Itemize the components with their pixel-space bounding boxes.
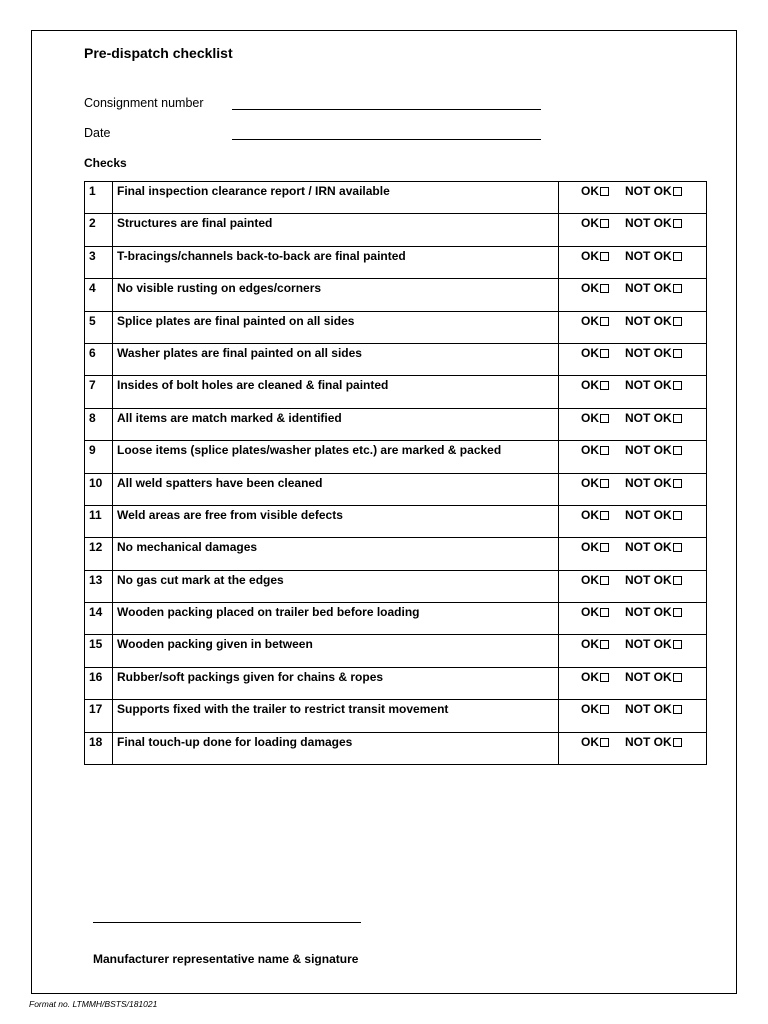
not-ok-option[interactable] [625,314,682,328]
ok-label: OK [581,637,599,652]
table-row [85,279,707,311]
ok-option[interactable] [581,184,609,198]
page-title: Pre-dispatch checklist [84,45,233,61]
item-number: 14 [85,603,113,635]
ok-label: OK [581,313,599,328]
not-ok-label: NOT OK [625,540,672,555]
not-ok-label: NOT OK [625,605,672,620]
item-number: 3 [85,246,113,278]
item-description: Supports fixed with the trailer to restrict transit movement [113,700,559,732]
item-description: Final touch-up done for loading damages [113,732,559,764]
ok-label: OK [581,281,599,296]
item-description: All items are match marked & identified [113,408,559,440]
item-number: 1 [85,182,113,214]
consignment-number-field[interactable] [232,109,541,110]
table-row [85,732,707,764]
status-cell [559,182,707,214]
not-ok-label: NOT OK [625,669,672,684]
status-cell [559,473,707,505]
table-row [85,570,707,602]
ok-label: OK [581,572,599,587]
ok-checkbox[interactable] [600,187,609,196]
item-description: No gas cut mark at the edges [113,570,559,602]
item-description: No visible rusting on edges/corners [113,279,559,311]
ok-option[interactable] [581,411,609,425]
ok-label: OK [581,475,599,490]
ok-option[interactable] [581,670,609,684]
not-ok-label: NOT OK [625,378,672,393]
table-row [85,214,707,246]
item-number: 18 [85,732,113,764]
not-ok-label: NOT OK [625,216,672,231]
ok-option[interactable] [581,637,609,651]
table-row [85,473,707,505]
not-ok-checkbox[interactable] [673,284,682,293]
item-description: No mechanical damages [113,538,559,570]
ok-checkbox[interactable] [600,381,609,390]
not-ok-checkbox[interactable] [673,640,682,649]
status-cell [559,732,707,764]
not-ok-option[interactable] [625,735,682,749]
item-number: 16 [85,667,113,699]
not-ok-checkbox[interactable] [673,705,682,714]
ok-checkbox[interactable] [600,219,609,228]
ok-checkbox[interactable] [600,608,609,617]
table-row [85,538,707,570]
table-row [85,667,707,699]
ok-label: OK [581,248,599,263]
not-ok-option[interactable] [625,184,682,198]
ok-option[interactable] [581,605,609,619]
ok-checkbox[interactable] [600,705,609,714]
table-row [85,182,707,214]
status-cell [559,441,707,473]
ok-option[interactable] [581,540,609,554]
not-ok-option[interactable] [625,216,682,230]
ok-label: OK [581,540,599,555]
table-row [85,603,707,635]
not-ok-option[interactable] [625,605,682,619]
ok-checkbox[interactable] [600,511,609,520]
ok-label: OK [581,378,599,393]
item-number: 9 [85,441,113,473]
ok-option[interactable] [581,508,609,522]
ok-checkbox[interactable] [600,414,609,423]
not-ok-label: NOT OK [625,572,672,587]
table-row [85,376,707,408]
ok-label: OK [581,345,599,360]
ok-label: OK [581,410,599,425]
checks-heading: Checks [84,156,127,170]
status-cell [559,279,707,311]
not-ok-label: NOT OK [625,507,672,522]
not-ok-checkbox[interactable] [673,187,682,196]
not-ok-option[interactable] [625,476,682,490]
not-ok-label: NOT OK [625,734,672,749]
ok-option[interactable] [581,573,609,587]
not-ok-option[interactable] [625,670,682,684]
ok-label: OK [581,605,599,620]
status-cell [559,311,707,343]
not-ok-label: NOT OK [625,410,672,425]
signature-label: Manufacturer representative name & signature [93,952,359,966]
ok-checkbox[interactable] [600,673,609,682]
not-ok-checkbox[interactable] [673,381,682,390]
ok-checkbox[interactable] [600,576,609,585]
ok-checkbox[interactable] [600,349,609,358]
item-description: Washer plates are final painted on all sides [113,343,559,375]
status-cell [559,700,707,732]
ok-label: OK [581,734,599,749]
item-description: Insides of bolt holes are cleaned & final painted [113,376,559,408]
table-row [85,505,707,537]
item-description: Wooden packing given in between [113,635,559,667]
ok-checkbox[interactable] [600,738,609,747]
status-cell [559,538,707,570]
ok-option[interactable] [581,476,609,490]
item-number: 4 [85,279,113,311]
item-description: Final inspection clearance report / IRN available [113,182,559,214]
item-number: 11 [85,505,113,537]
not-ok-option[interactable] [625,508,682,522]
not-ok-option[interactable] [625,443,682,457]
signature-line[interactable] [93,922,361,923]
not-ok-label: NOT OK [625,313,672,328]
date-label: Date [84,126,111,140]
item-number: 6 [85,343,113,375]
item-number: 2 [85,214,113,246]
ok-checkbox[interactable] [600,284,609,293]
ok-label: OK [581,669,599,684]
ok-checkbox[interactable] [600,252,609,261]
table-row [85,441,707,473]
item-description: Structures are final painted [113,214,559,246]
ok-option[interactable] [581,735,609,749]
not-ok-checkbox[interactable] [673,479,682,488]
ok-checkbox[interactable] [600,446,609,455]
ok-label: OK [581,443,599,458]
not-ok-label: NOT OK [625,345,672,360]
status-cell [559,570,707,602]
status-cell [559,214,707,246]
ok-label: OK [581,216,599,231]
item-number: 5 [85,311,113,343]
ok-checkbox[interactable] [600,317,609,326]
item-description: All weld spatters have been cleaned [113,473,559,505]
status-cell [559,343,707,375]
not-ok-option[interactable] [625,411,682,425]
not-ok-option[interactable] [625,573,682,587]
not-ok-checkbox[interactable] [673,252,682,261]
ok-option[interactable] [581,702,609,716]
not-ok-label: NOT OK [625,637,672,652]
not-ok-checkbox[interactable] [673,446,682,455]
not-ok-option[interactable] [625,281,682,295]
not-ok-checkbox[interactable] [673,576,682,585]
not-ok-option[interactable] [625,378,682,392]
not-ok-option[interactable] [625,249,682,263]
table-row [85,311,707,343]
format-number: Format no. LTMMH/BSTS/181021 [29,999,158,1009]
date-field[interactable] [232,139,541,140]
ok-checkbox[interactable] [600,640,609,649]
not-ok-option[interactable] [625,702,682,716]
table-row [85,408,707,440]
ok-option[interactable] [581,281,609,295]
not-ok-label: NOT OK [625,184,672,198]
not-ok-label: NOT OK [625,702,672,717]
not-ok-checkbox[interactable] [673,349,682,358]
not-ok-label: NOT OK [625,248,672,263]
not-ok-checkbox[interactable] [673,543,682,552]
item-description: Weld areas are free from visible defects [113,505,559,537]
item-number: 15 [85,635,113,667]
not-ok-checkbox[interactable] [673,414,682,423]
status-cell [559,376,707,408]
status-cell [559,246,707,278]
checklist-table [84,181,707,765]
ok-label: OK [581,184,599,198]
table-row [85,343,707,375]
not-ok-checkbox[interactable] [673,608,682,617]
not-ok-label: NOT OK [625,443,672,458]
ok-option[interactable] [581,443,609,457]
item-description: T-bracings/channels back-to-back are final painted [113,246,559,278]
item-description: Splice plates are final painted on all sides [113,311,559,343]
not-ok-option[interactable] [625,637,682,651]
not-ok-checkbox[interactable] [673,219,682,228]
not-ok-checkbox[interactable] [673,511,682,520]
ok-option[interactable] [581,216,609,230]
item-number: 17 [85,700,113,732]
table-row [85,700,707,732]
item-description: Loose items (splice plates/washer plates etc.) are marked & packed [113,441,559,473]
item-number: 13 [85,570,113,602]
status-cell [559,635,707,667]
status-cell [559,603,707,635]
ok-checkbox[interactable] [600,479,609,488]
status-cell [559,505,707,537]
item-description: Wooden packing placed on trailer bed before loading [113,603,559,635]
consignment-number-label: Consignment number [84,96,204,110]
ok-option[interactable] [581,249,609,263]
not-ok-option[interactable] [625,346,682,360]
table-row [85,635,707,667]
not-ok-label: NOT OK [625,281,672,296]
item-number: 12 [85,538,113,570]
status-cell [559,667,707,699]
ok-label: OK [581,702,599,717]
item-number: 7 [85,376,113,408]
not-ok-label: NOT OK [625,475,672,490]
ok-option[interactable] [581,314,609,328]
ok-option[interactable] [581,346,609,360]
not-ok-option[interactable] [625,540,682,554]
table-row [85,246,707,278]
status-cell [559,408,707,440]
not-ok-checkbox[interactable] [673,317,682,326]
item-number: 8 [85,408,113,440]
not-ok-checkbox[interactable] [673,673,682,682]
item-description: Rubber/soft packings given for chains & ropes [113,667,559,699]
item-number: 10 [85,473,113,505]
ok-label: OK [581,507,599,522]
ok-option[interactable] [581,378,609,392]
not-ok-checkbox[interactable] [673,738,682,747]
ok-checkbox[interactable] [600,543,609,552]
